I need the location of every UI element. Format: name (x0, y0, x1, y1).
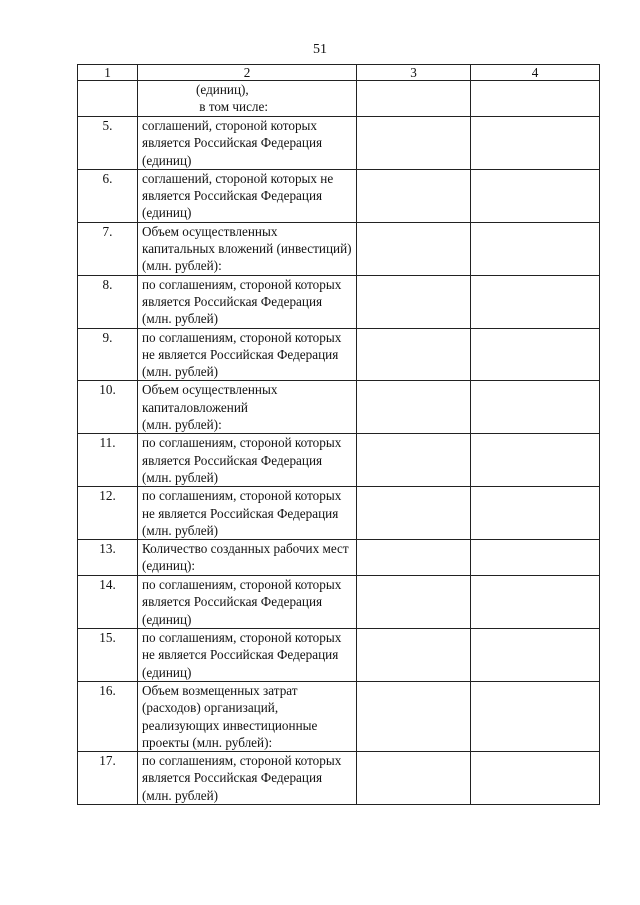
row-description: по соглашениям, стороной которых является Российская Федерация (млн. рублей) (138, 434, 357, 487)
cell-col4 (471, 629, 600, 682)
row-number: 12. (78, 487, 138, 540)
row-description: соглашений, стороной которых является Российская Федерация (единиц) (138, 117, 357, 170)
row-number: 15. (78, 629, 138, 682)
table-row (78, 487, 600, 540)
row-number: 10. (78, 381, 138, 434)
table-row (78, 752, 600, 805)
row-description: по соглашениям, стороной которых является Российская Федерация (млн. рублей) (138, 275, 357, 328)
cell-col3 (357, 328, 471, 381)
row-description: по соглашениям, стороной которых не является Российская Федерация (млн. рублей) (138, 487, 357, 540)
row-description: по соглашениям, стороной которых не является Российская Федерация (единиц) (138, 629, 357, 682)
cell-col3 (357, 81, 471, 117)
row-description: Количество созданных рабочих мест (единиц): (138, 540, 357, 576)
row-description: соглашений, стороной которых не является Российская Федерация (единиц) (138, 169, 357, 222)
cell-col4 (471, 381, 600, 434)
cell-col4 (471, 222, 600, 275)
row-description: Объем возмещенных затрат (расходов) организаций, реализующих инвестиционные проекты (млн. рублей): (138, 681, 357, 751)
row-number: 9. (78, 328, 138, 381)
table-row (78, 328, 600, 381)
cell-col4 (471, 681, 600, 751)
row-number: 11. (78, 434, 138, 487)
column-header-3: 3 (357, 65, 471, 81)
table-row (78, 629, 600, 682)
cell-col4 (471, 275, 600, 328)
row-description: по соглашениям, стороной которых не является Российская Федерация (млн. рублей) (138, 328, 357, 381)
row-description: (единиц), в том числе: (138, 81, 357, 117)
row-number: 6. (78, 169, 138, 222)
table-row (78, 169, 600, 222)
cell-col3 (357, 275, 471, 328)
row-number: 13. (78, 540, 138, 576)
table-row (78, 540, 600, 576)
row-number: 17. (78, 752, 138, 805)
row-description: по соглашениям, стороной которых является Российская Федерация (млн. рублей) (138, 752, 357, 805)
row-number: 5. (78, 117, 138, 170)
table-row (78, 81, 600, 117)
cell-col4 (471, 540, 600, 576)
document-table (77, 64, 600, 805)
column-header-4: 4 (471, 65, 600, 81)
cell-col3 (357, 487, 471, 540)
cell-col4 (471, 487, 600, 540)
cell-col3 (357, 434, 471, 487)
table-row (78, 117, 600, 170)
cell-col3 (357, 381, 471, 434)
cell-col3 (357, 169, 471, 222)
cell-col4 (471, 117, 600, 170)
cell-col3 (357, 117, 471, 170)
table-row (78, 275, 600, 328)
table-row (78, 576, 600, 629)
table-header-row (78, 65, 600, 81)
cell-col4 (471, 752, 600, 805)
column-header-1: 1 (78, 65, 138, 81)
cell-col3 (357, 681, 471, 751)
cell-col3 (357, 752, 471, 805)
cell-col3 (357, 222, 471, 275)
cell-col3 (357, 540, 471, 576)
row-number: 16. (78, 681, 138, 751)
row-number (78, 81, 138, 117)
table-row (78, 434, 600, 487)
cell-col4 (471, 328, 600, 381)
table-row (78, 381, 600, 434)
column-header-2: 2 (138, 65, 357, 81)
row-description: Объем осуществленных капиталовложений (млн. рублей): (138, 381, 357, 434)
row-number: 7. (78, 222, 138, 275)
cell-col3 (357, 576, 471, 629)
cell-col4 (471, 81, 600, 117)
row-number: 14. (78, 576, 138, 629)
table-row (78, 222, 600, 275)
row-description: Объем осуществленных капитальных вложений (инвестиций) (млн. рублей): (138, 222, 357, 275)
cell-col4 (471, 169, 600, 222)
cell-col3 (357, 629, 471, 682)
row-number: 8. (78, 275, 138, 328)
table-row (78, 681, 600, 751)
page-number: 51 (313, 42, 327, 57)
cell-col4 (471, 434, 600, 487)
cell-col4 (471, 576, 600, 629)
row-description: по соглашениям, стороной которых является Российская Федерация (единиц) (138, 576, 357, 629)
